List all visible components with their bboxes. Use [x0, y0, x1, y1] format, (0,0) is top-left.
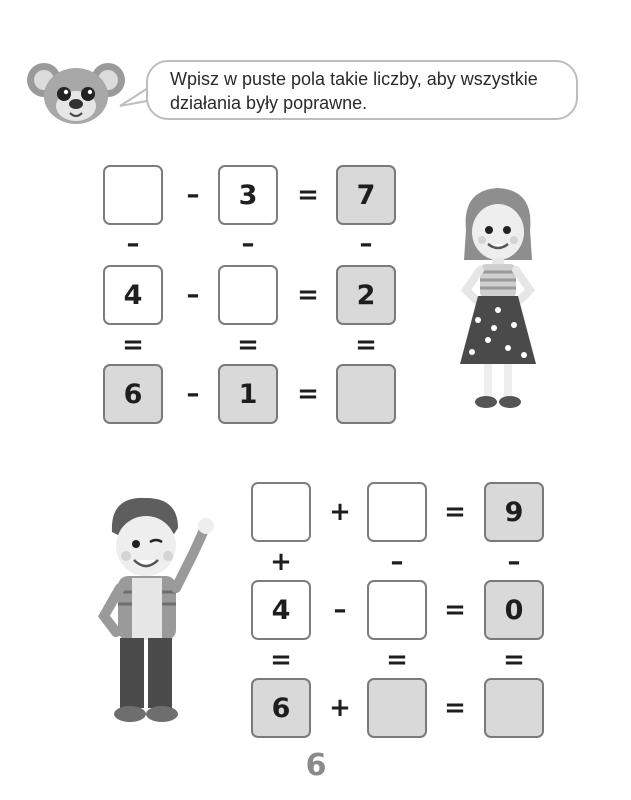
instruction-text [170, 67, 570, 115]
answer-box[interactable] [367, 678, 427, 738]
operator-sign: – [333, 595, 347, 625]
operator-sign: + [329, 693, 351, 723]
instruction-line-1: Wpisz w puste pola takie liczby, aby wszystkie [170, 69, 538, 89]
operator-sign: – [186, 379, 200, 409]
result-box: 6 [103, 364, 163, 424]
column-equals: = [503, 645, 525, 675]
answer-box[interactable] [251, 482, 311, 542]
result-box: 7 [336, 165, 396, 225]
column-operator: – [507, 547, 521, 577]
equals-sign: = [297, 379, 319, 409]
column-equals: = [122, 330, 144, 360]
column-operator: – [241, 229, 255, 259]
answer-box[interactable] [367, 482, 427, 542]
result-box: 2 [336, 265, 396, 325]
answer-box[interactable] [218, 265, 278, 325]
equals-sign: = [297, 180, 319, 210]
result-box: 6 [251, 678, 311, 738]
page-number: 6 [305, 748, 327, 783]
number-box: 4 [103, 265, 163, 325]
answer-box[interactable] [103, 165, 163, 225]
equals-sign: = [444, 595, 466, 625]
column-equals: = [386, 645, 408, 675]
answer-box[interactable] [367, 580, 427, 640]
girl-illustration [448, 180, 548, 412]
result-box: 0 [484, 580, 544, 640]
column-equals: = [237, 330, 259, 360]
equals-sign: = [297, 280, 319, 310]
column-operator: + [270, 547, 292, 577]
column-equals: = [355, 330, 377, 360]
column-operator: – [390, 547, 404, 577]
equals-sign: = [444, 497, 466, 527]
instruction-line-2: działania były poprawne. [170, 93, 368, 113]
number-box: 4 [251, 580, 311, 640]
koala-mascot [26, 58, 126, 128]
operator-sign: + [329, 497, 351, 527]
column-operator: – [126, 229, 140, 259]
number-box: 3 [218, 165, 278, 225]
operator-sign: – [186, 180, 200, 210]
result-box: 9 [484, 482, 544, 542]
answer-box[interactable] [336, 364, 396, 424]
result-box: 1 [218, 364, 278, 424]
answer-box[interactable] [484, 678, 544, 738]
boy-illustration [90, 492, 218, 730]
column-operator: – [359, 229, 373, 259]
column-equals: = [270, 645, 292, 675]
operator-sign: – [186, 280, 200, 310]
equals-sign: = [444, 693, 466, 723]
